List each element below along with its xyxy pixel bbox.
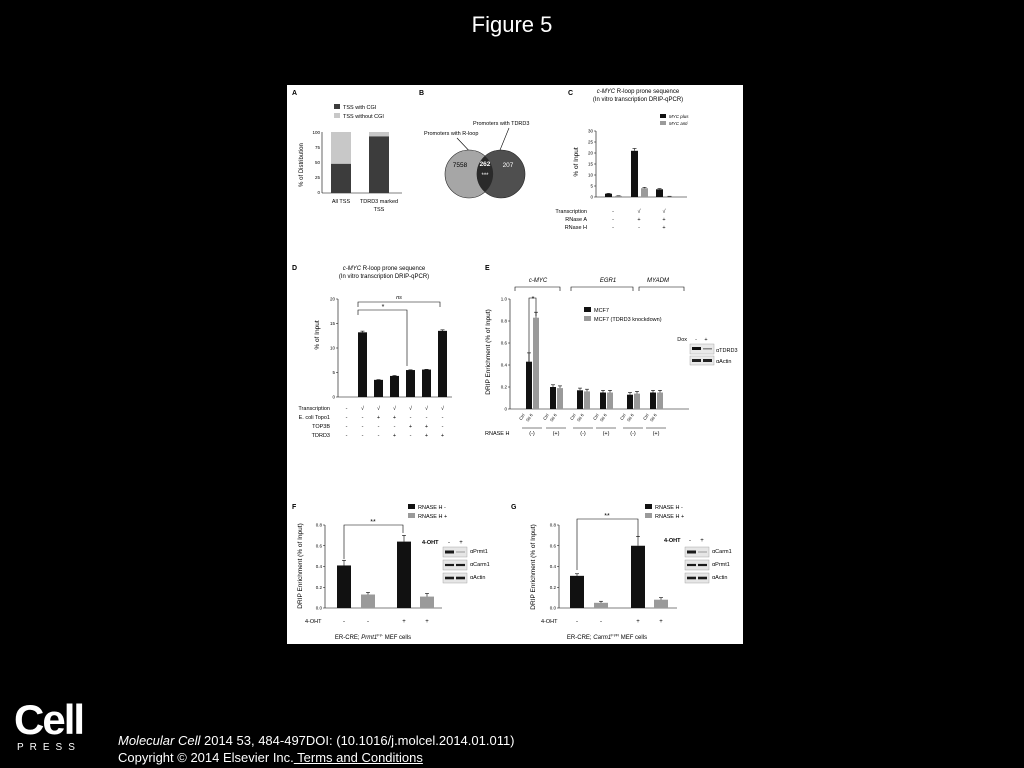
bar: [577, 390, 583, 409]
treat-value: -: [367, 619, 369, 625]
condition-value: √: [440, 406, 445, 412]
condition-row-label: RNase H: [564, 225, 587, 231]
blot-band: [703, 348, 712, 350]
blot-band: [687, 551, 696, 554]
blot-label: αActin: [716, 359, 732, 365]
bar: [600, 393, 606, 410]
stacked-bar-segment: [331, 164, 351, 193]
legend-swatch-without-cgi: [334, 113, 340, 118]
venn-overlap-sig: ***: [481, 173, 489, 179]
bar: [438, 331, 447, 397]
bar: [337, 565, 351, 608]
blot-band: [445, 577, 454, 580]
condition-value: -: [425, 415, 428, 421]
panel-f-sig-bracket: [344, 525, 403, 559]
x-tick-label: Ctrl: [641, 412, 650, 421]
legend-rnaseh-minus: RNASE H -: [655, 505, 683, 511]
y-tick-label: 30: [587, 128, 593, 134]
bar: [533, 318, 539, 409]
panel-d-ns-bracket: [358, 302, 440, 307]
panel-f-ylabel: DRIP Enrichment (% of Input): [297, 523, 304, 609]
panel-g-western-blot: [685, 547, 709, 583]
panel-g-yticks: [550, 523, 559, 611]
condition-value: -: [361, 424, 364, 430]
cell-press-logo: [14, 696, 86, 753]
panel-f-letter: F: [292, 504, 297, 511]
stacked-bar-segment: [369, 136, 389, 193]
y-tick-label: 0.4: [500, 362, 507, 368]
blot-label: αPrmt1: [712, 562, 730, 568]
x-tick-label: Sti 6: [625, 412, 635, 423]
blot-band: [445, 551, 454, 554]
condition-value: +: [376, 415, 381, 421]
panel-e: [485, 265, 738, 437]
rnase-value: (-): [529, 431, 535, 437]
panel-c-letter: C: [568, 90, 574, 97]
bar: [422, 370, 431, 397]
panel-g-bars: [570, 536, 668, 608]
panel-e-letter: E: [485, 265, 490, 272]
y-tick-label: 0: [590, 194, 593, 200]
condition-value: √: [360, 406, 365, 412]
blot-label: αActin: [712, 575, 728, 581]
condition-value: -: [345, 433, 348, 439]
panel-g: [511, 504, 732, 641]
panel-g-letter: G: [511, 504, 517, 511]
panel-f-bars: [337, 535, 434, 608]
condition-value: -: [441, 424, 444, 430]
x-tick-label: Ctrl: [568, 412, 577, 421]
panel-c-title: c-MYC R-loop prone sequence: [596, 89, 680, 95]
panel-g-ylabel: DRIP Enrichment (% of Input): [530, 524, 537, 610]
y-tick-label: 15: [329, 321, 335, 326]
blot-band: [703, 359, 712, 362]
legend-without-cgi: TSS without CGI: [343, 114, 384, 120]
legend-swatch-rnaseh-minus: [408, 504, 415, 509]
y-tick-label: 20: [329, 296, 335, 302]
venn-left-count: 7558: [452, 162, 468, 169]
panel-a-ytick: 100: [312, 130, 320, 135]
panel-e-rnase-label: RNASE H: [485, 431, 510, 437]
condition-value: +: [392, 433, 397, 439]
y-tick-label: 0.8: [500, 318, 507, 324]
condition-row-label: Transcription: [555, 209, 587, 215]
blot-dox-minus: -: [695, 337, 697, 343]
condition-value: √: [392, 406, 397, 412]
legend-swatch-myc-anti: [660, 121, 666, 125]
blot-band: [692, 347, 701, 350]
y-tick-label: 5: [590, 183, 593, 189]
legend-with-cgi: TSS with CGI: [343, 105, 377, 111]
panel-c-yticks: [588, 129, 596, 200]
condition-value: -: [377, 433, 380, 439]
blot-dox-plus: +: [704, 337, 708, 343]
bar: [594, 603, 608, 608]
panel-a-xlabel: TSS: [373, 207, 385, 213]
bar: [406, 370, 415, 397]
condition-value: -: [361, 415, 364, 421]
y-tick-label: 0.6: [549, 543, 556, 549]
panel-a-ytick: 75: [314, 145, 320, 150]
condition-row-label: RNase A: [565, 217, 587, 223]
legend-swatch-rnaseh-minus: [645, 504, 652, 509]
blot-band: [698, 564, 707, 566]
y-tick-label: 0.2: [315, 584, 322, 590]
y-tick-label: 0.0: [549, 605, 556, 611]
condition-value: -: [377, 424, 380, 430]
y-tick-label: 0.8: [549, 522, 556, 528]
panel-g-sig: **: [604, 513, 610, 520]
y-tick-label: 20: [587, 150, 593, 156]
condition-value: -: [638, 225, 640, 231]
legend-rnaseh-plus: RNASE H +: [418, 514, 448, 520]
panel-d-star-label: *: [381, 304, 385, 311]
bar: [631, 151, 638, 197]
treat-value: -: [576, 619, 578, 625]
blot-label: αCarm1: [470, 562, 490, 568]
legend-mcf7-kd: MCF7 (TDRD3 knockdown): [594, 317, 662, 323]
x-tick-label: Sti 6: [575, 412, 585, 423]
blot-4oht-label: 4-OHT: [664, 538, 681, 544]
y-tick-label: 10: [329, 345, 335, 351]
legend-swatch-with-cgi: [334, 104, 340, 109]
bar: [374, 380, 383, 397]
condition-row-label: E. coli Topo1: [298, 415, 330, 421]
legend-mcf7: MCF7: [594, 308, 609, 314]
stacked-bar-segment: [369, 132, 389, 136]
y-tick-label: 0.6: [500, 340, 507, 346]
stacked-bar-segment: [331, 132, 351, 164]
condition-value: √: [376, 406, 381, 412]
panel-d-bars: [358, 330, 447, 397]
copyright-text: Copyright © 2014 Elsevier Inc.: [118, 750, 294, 765]
condition-row-label: Transcription: [298, 406, 330, 412]
panel-f-yticks: [316, 523, 325, 611]
blot-4oht-label: 4-OHT: [422, 540, 439, 546]
panel-e-gene: MYADM: [646, 278, 670, 284]
panel-a-ytick: 50: [314, 160, 320, 165]
blot-band: [692, 359, 701, 362]
slide-title: Figure 5: [471, 12, 553, 37]
condition-value: -: [345, 415, 348, 421]
blot-band: [456, 564, 465, 566]
logo-wordmark: Cell: [14, 696, 84, 743]
blot-band: [687, 564, 696, 566]
bar: [397, 542, 411, 608]
x-tick-label: Sti 6: [648, 412, 658, 423]
panel-a: [292, 90, 402, 213]
panel-e-xlabels: [518, 412, 658, 422]
condition-row-label: TDRD3: [311, 433, 330, 439]
treat-value: +: [659, 619, 663, 625]
condition-value: -: [409, 433, 412, 439]
condition-value: -: [345, 424, 348, 430]
blot-label: αActin: [470, 575, 486, 581]
condition-value: -: [441, 415, 444, 421]
bar: [650, 393, 656, 410]
blot-plus: +: [700, 538, 704, 544]
x-tick-label: Sti 6: [524, 412, 534, 423]
panel-f-treat-values: [343, 619, 429, 625]
x-tick-label: Ctrl: [591, 412, 600, 421]
blot-label: αCarm1: [712, 549, 732, 555]
bar: [654, 600, 668, 608]
bar: [358, 332, 367, 397]
x-tick-label: Sti 6: [598, 412, 608, 423]
copyright-line: [118, 749, 515, 766]
y-tick-label: 5: [332, 370, 335, 375]
panel-a-ylabel: % of Distribution: [299, 143, 305, 187]
condition-value: √: [408, 406, 413, 412]
bar: [641, 188, 648, 197]
venn-right-count: 207: [502, 162, 514, 169]
panel-a-letter: A: [292, 90, 298, 97]
y-tick-label: 0.2: [549, 584, 556, 590]
bar: [570, 576, 584, 608]
blot-minus: -: [448, 540, 450, 546]
rnase-value: (+): [552, 431, 560, 437]
panel-d-ns-label: ns: [396, 295, 402, 301]
bar: [634, 394, 640, 409]
panel-a-ytick: 25: [314, 175, 320, 180]
panel-c-ylabel: % of Input: [573, 147, 580, 177]
panel-f-sig: **: [370, 519, 376, 526]
panel-c: [555, 89, 689, 231]
y-tick-label: 0: [332, 394, 335, 400]
panel-d-subtitle: (In vitro transcription DRIP-qPCR): [338, 274, 430, 280]
bar: [526, 362, 532, 409]
blot-dox-label: Dox: [677, 337, 687, 343]
condition-value: +: [662, 225, 666, 231]
panel-e-gene: c-MYC: [528, 278, 548, 284]
y-tick-label: 0.4: [549, 564, 556, 569]
condition-value: -: [361, 433, 364, 439]
x-tick-label: Ctrl: [517, 412, 526, 421]
treat-value: +: [402, 619, 406, 625]
panel-f-western-blot: [443, 547, 467, 583]
legend-swatch-rnaseh-plus: [645, 513, 652, 518]
venn-label-right: Promoters with TDRD3: [473, 121, 530, 127]
panel-g-sig-bracket: [577, 519, 638, 570]
bar: [557, 388, 563, 409]
bar: [550, 387, 556, 409]
panel-d-ylabel: % of Input: [314, 320, 321, 350]
bar: [361, 595, 375, 608]
rnase-value: (+): [602, 431, 610, 437]
y-tick-label: 10: [587, 172, 593, 178]
bar: [607, 393, 613, 410]
panel-f-cell-line: ER-CRE; $Prmt1^{Fl/-}$ MEF cells: [334, 632, 412, 641]
panel-e-bars: [526, 312, 663, 409]
legend-rnaseh-minus: RNASE H -: [418, 505, 446, 511]
x-tick-label: Ctrl: [618, 412, 627, 421]
condition-value: -: [345, 406, 348, 412]
y-tick-label: 0: [504, 406, 507, 412]
condition-value: +: [637, 217, 641, 223]
condition-value: -: [612, 209, 614, 215]
treat-value: +: [636, 619, 640, 625]
bar: [631, 546, 645, 608]
gene-bracket: [639, 287, 684, 291]
y-tick-label: 0.4: [315, 564, 322, 569]
blot-band: [445, 564, 454, 566]
figure-svg: [287, 85, 743, 644]
blot-label: αPrmt1: [470, 549, 488, 555]
citation-block: [118, 732, 515, 766]
blot-minus: -: [689, 538, 691, 544]
legend-swatch-rnaseh-plus: [408, 513, 415, 518]
panel-g-cell-line: ER-CRE; $Carm1^{Fl/Fl}$ MEF cells: [566, 632, 648, 641]
citation-line: [118, 732, 515, 749]
blot-band: [456, 577, 465, 580]
condition-value: +: [392, 415, 397, 421]
panel-d-conditions: [298, 405, 445, 439]
condition-value: +: [408, 424, 413, 430]
legend-myc-anti: MYC anti: [669, 121, 688, 126]
condition-value: -: [612, 217, 614, 223]
blot-band: [698, 552, 707, 553]
condition-value: -: [612, 225, 614, 231]
panel-b: [419, 90, 529, 198]
legend-myc-plus: MYC plus: [669, 114, 689, 119]
panel-c-bars: [605, 149, 673, 198]
bar: [420, 597, 434, 608]
bar: [627, 395, 633, 409]
bar: [657, 393, 663, 410]
rnase-value: (-): [580, 431, 586, 437]
panel-a-ytick: 0: [317, 190, 320, 195]
bar: [390, 376, 399, 397]
blot-band: [456, 552, 465, 553]
panel-g-treat-label: 4-OHT: [541, 619, 558, 625]
y-tick-label: 1.0: [500, 296, 507, 302]
panel-f-treat-label: 4-OHT: [305, 619, 322, 625]
condition-value: √: [662, 209, 666, 215]
panel-d-title: c-MYC R-loop prone sequence: [342, 266, 426, 272]
panel-a-xlabel: All TSS: [331, 199, 351, 205]
y-tick-label: 25: [587, 139, 593, 145]
gene-bracket: [515, 287, 560, 291]
condition-row-label: TOP3B: [312, 424, 330, 430]
condition-value: +: [424, 424, 429, 430]
blot-label: αTDRD3: [716, 348, 738, 354]
condition-value: +: [662, 217, 666, 223]
blot-band: [687, 577, 696, 580]
rnase-value: (-): [630, 431, 636, 437]
terms-link[interactable]: Terms and Conditions: [293, 750, 423, 765]
condition-value: √: [637, 209, 641, 215]
x-tick-label: Ctrl: [541, 412, 550, 421]
panel-e-rnase-values: [522, 428, 666, 437]
panel-f: [292, 504, 490, 641]
panel-e-ylabel: DRIP Enrichment (% of Input): [485, 309, 492, 395]
y-tick-label: 0.0: [315, 605, 322, 611]
bar: [584, 391, 590, 409]
panel-d: [292, 265, 452, 439]
condition-value: -: [409, 415, 412, 421]
journal-name: Molecular Cell: [118, 733, 201, 748]
blot-band: [698, 577, 707, 580]
panel-d-letter: D: [292, 265, 298, 272]
bar: [656, 189, 663, 197]
treat-value: -: [600, 619, 602, 625]
bar: [605, 194, 612, 197]
condition-value: +: [440, 433, 445, 439]
legend-swatch-mcf7: [584, 307, 591, 312]
panel-g-treat-values: [576, 619, 663, 625]
panel-a-bars: [331, 132, 389, 193]
treat-value: +: [425, 619, 429, 625]
y-tick-label: 0.8: [315, 522, 322, 528]
panel-e-gene: EGR1: [599, 278, 617, 284]
panel-b-letter: B: [419, 90, 425, 97]
legend-rnaseh-plus: RNASE H +: [655, 514, 685, 520]
condition-value: -: [393, 424, 396, 430]
blot-plus: +: [459, 540, 463, 546]
panel-c-conditions: [555, 208, 666, 231]
figure-panel: [287, 85, 743, 644]
gene-bracket: [571, 287, 633, 291]
y-tick-label: 0.6: [315, 543, 322, 549]
rnase-value: (+): [652, 431, 660, 437]
panel-a-xlabel: TDRD3 marked: [359, 199, 399, 205]
panel-c-subtitle: (In vitro transcription DRIP-qPCR): [592, 97, 684, 103]
panel-d-yticks: [330, 297, 338, 400]
logo-subtext: PRESS: [17, 742, 81, 753]
treat-value: -: [343, 619, 345, 625]
y-tick-label: 15: [587, 161, 593, 167]
citation-details: 2014 53, 484-497DOI: (10.1016/j.molcel.2014.01.011): [200, 733, 515, 748]
venn-overlap-count: 262: [479, 161, 491, 168]
x-tick-label: Sti 6: [548, 412, 558, 423]
panel-e-yticks: [501, 297, 510, 412]
legend-swatch-mcf7-kd: [584, 316, 591, 321]
panel-e-sig: *: [531, 296, 535, 303]
y-tick-label: 0.2: [500, 384, 507, 390]
legend-swatch-myc-plus: [660, 114, 666, 118]
condition-value: √: [424, 406, 429, 412]
venn-label-left: Promoters with R-loop: [424, 131, 479, 137]
condition-value: +: [424, 433, 429, 439]
